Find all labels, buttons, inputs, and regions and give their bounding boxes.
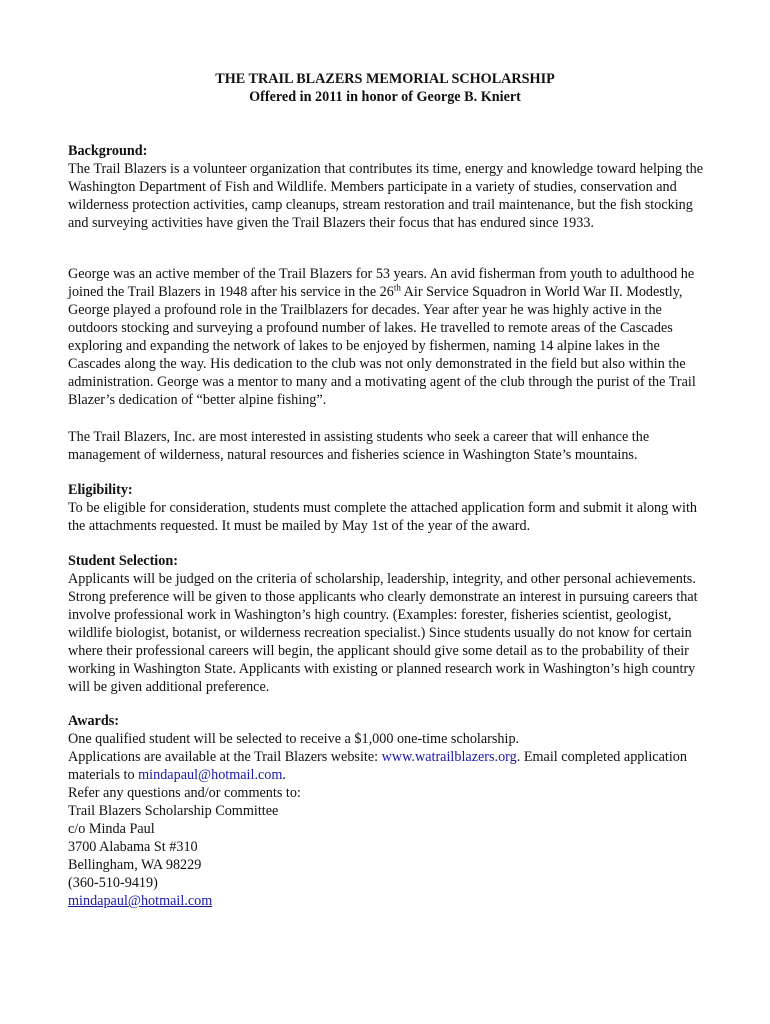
application-email-link[interactable]: mindapaul@hotmail.com [138,767,283,783]
background-paragraph-1: The Trail Blazers is a volunteer organization that contributes its time, energy and knowledge toward helping the Washington Department of Fish and Wildlife. Members participate in a variety of studies, conservation and wilderness protection activities, camp cleanups, stream restoration and trail maintenance, but the fish stocking and surveying activities have given the Trail Blazers their focus that has endured since 1933. [68,161,704,231]
selection-section [68,552,708,696]
document-subtitle: Offered in 2011 in honor of George B. Kniert [249,89,521,105]
document-title: THE TRAIL BLAZERS MEMORIAL SCHOLARSHIP [215,71,555,87]
george-text-part2: Air Service Squadron in World War II. Modestly, George played a profound role in the Trailblazers for decades. Year after year he was highly active in the outdoors stocking and surveying a profound number of lakes. He travelled to remote areas of the Cascades exploring and expanding the network of lakes to be enjoyed by fishermen, naming 14 alpine lakes in the Cascades along the way. His dedication to the club was not only demonstrated in the field but also within the administration. George was a mentor to many and a motivating agent of the club through the purist of the Trail Blazer’s dedication of “better alpine fishing”. [68,284,696,408]
eligibility-heading: Eligibility: [68,482,133,498]
george-text-part1: George was an active member of the Trail Blazers for 53 years. An avid fisherman from youth to adulthood he joined the Trail Blazers in 1948 after his service in the 26 [68,266,695,300]
awards-section [68,712,708,910]
eligibility-section [68,481,708,535]
questions-line: Refer any questions and/or comments to: [68,785,301,801]
awards-heading: Awards: [68,713,119,729]
phone-number: (360-510-9419) [68,875,158,891]
background-section [68,142,708,232]
address-line-committee: Trail Blazers Scholarship Committee [68,803,279,819]
background-heading: Background: [68,143,148,159]
website-link[interactable]: www.watrailblazers.org [381,749,517,765]
selection-text: Applicants will be judged on the criteria of scholarship, leadership, integrity, and other personal achievements. Strong preference will be given to those applicants who clearly demonstrate an interest in pursuing careers that involve professional work in Washington’s high country. (Examples: forester, fisheries scientist, geologist, wildlife biologist, botanist, or wilderness recreation specialist.) Since students usually do not know for certain where their professional careers will begin, the applicant should give some detail as to the probability of their working in Washington State. Applicants with existing or planned research work in Washington’s high country will be given additional preference. [68,571,698,695]
interest-paragraph-text: The Trail Blazers, Inc. are most interested in assisting students who seek a career that will enhance the management of wilderness, natural resources and fisheries science in Washington State’s mountains. [68,429,650,463]
selection-heading: Student Selection: [68,553,178,569]
email-instructions-text: . Email completed application materials to [68,749,687,783]
address-line-city: Bellingham, WA 98229 [68,857,202,873]
ordinal-suffix: th [393,282,401,293]
awards-line-2 [68,748,708,784]
george-paragraph [68,265,708,409]
address-line-contact: c/o Minda Paul [68,821,155,837]
contact-email-link[interactable]: mindapaul@hotmail.com [68,893,213,909]
address-line-street: 3700 Alabama St #310 [68,839,198,855]
period-text: . [282,767,286,783]
interest-paragraph [68,428,708,464]
applications-text: Applications are available at the Trail Blazers website: [68,749,382,765]
awards-line-1: One qualified student will be selected to receive a $1,000 one-time scholarship. [68,731,520,747]
george-paragraph-text [68,265,708,409]
eligibility-text: To be eligible for consideration, students must complete the attached application form and submit it along with the attachments requested. It must be mailed by May 1st of the year of the award. [68,500,698,534]
